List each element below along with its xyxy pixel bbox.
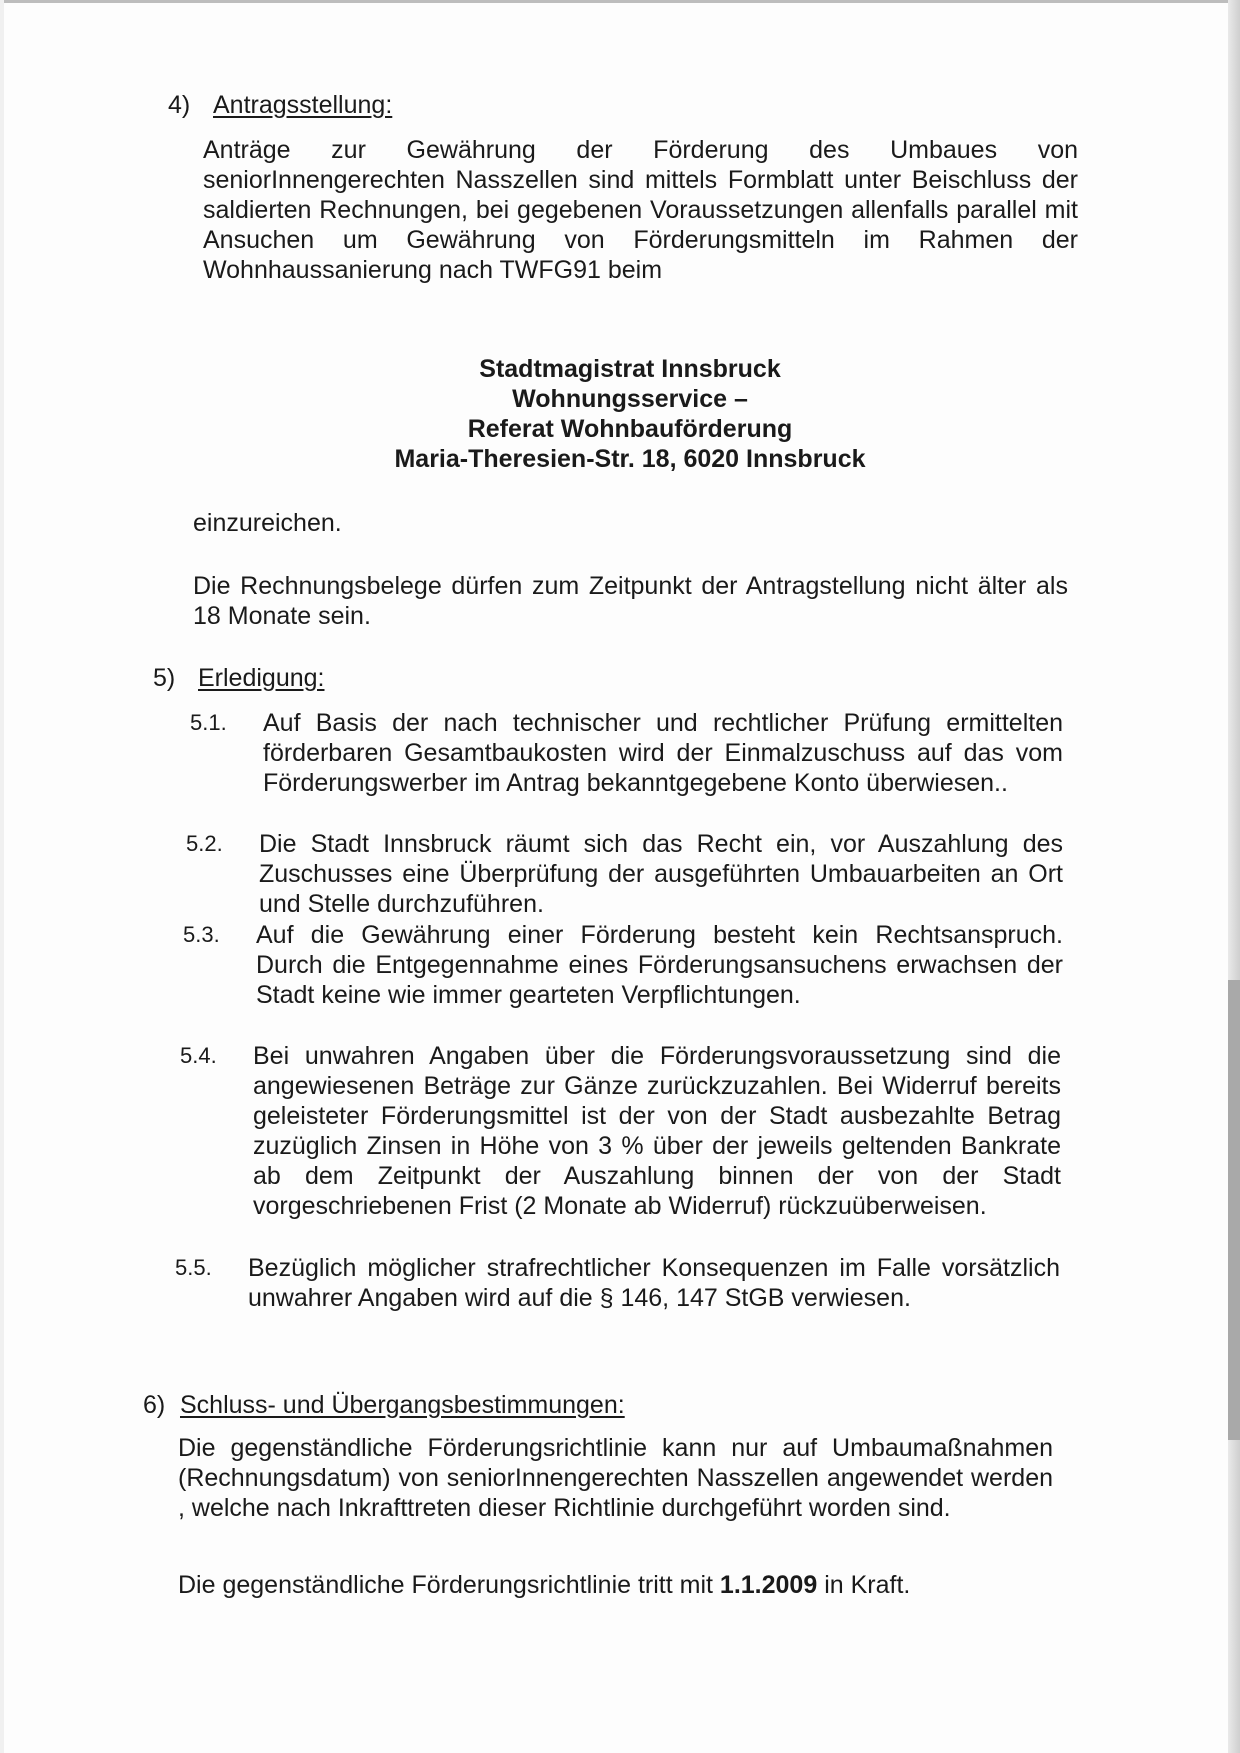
address-line-3: Referat Wohnbauförderung [467, 415, 793, 443]
item-5-2-text: Die Stadt Innsbruck räumt sich das Recht ein, vor Auszahlung des Zuschusses eine Überprüfung der ausgeführten Umbauarbeiten an Ort und Stelle durchzuführen. [259, 830, 1063, 918]
scan-edge-top [0, 0, 1240, 3]
effective-date: 1.1.2009 [719, 1571, 818, 1599]
scan-edge-left [0, 0, 4, 1753]
address-line-2: Wohnungsservice – [512, 385, 748, 413]
section-4-paragraph: Anträge zur Gewährung der Förderung des Umbaues von seniorInnengerechten Nasszellen sind mittels Formblatt unter Beischluss der saldierten Rechnungen, bei gegebenen Voraussetzungen allenfalls parallel mit Ansuchen um Gewährung von Förderungsmitteln im Rahmen der Wohnhaussanierung nach TWFG91 beim [203, 136, 1078, 284]
scan-edge-right [1228, 0, 1240, 1753]
section-6-final-sentence [178, 1570, 1078, 1600]
item-5-5-number: 5.5. [175, 1255, 212, 1280]
section-4-number: 4) [168, 91, 191, 119]
item-5-4-number: 5.4. [180, 1043, 217, 1068]
item-5-3-number: 5.3. [183, 922, 220, 947]
item-5-1-text: Auf Basis der nach technischer und rechtlicher Prüfung ermittelten förderbaren Gesamtbaukosten wird der Einmalzuschuss auf das vom Förderungswerber im Antrag bekanntgegebene Konto überwiesen.. [263, 709, 1063, 797]
address-block [330, 354, 930, 474]
final-sentence-suffix: in Kraft. [817, 1571, 911, 1599]
item-5-4-text: Bei unwahren Angaben über die Förderungsvoraussetzung sind die angewiesenen Beträge zur Gänze zurückzuzahlen. Bei Widerruf bereits geleisteter Förderungsmittel ist der von der Stadt ausbezahlte Betrag zuzüglich Zinsen in Höhe von 3 % über der jeweils geltenden Bankrate ab dem Zeitpunkt der Auszahlung binnen der von der Stadt vorgeschriebenen Frist (2 Monate ab Widerruf) rückzuüberweisen. [253, 1042, 1061, 1220]
final-sentence-prefix: Die gegenständliche Förderungsrichtlinie tritt mit [178, 1571, 720, 1599]
section-4-after-address: einzureichen. [193, 509, 342, 537]
item-5-5-text: Bezüglich möglicher strafrechtlicher Konsequenzen im Falle vorsätzlich unwahrer Angaben wird auf die § 146, 147 StGB verwiesen. [248, 1254, 1060, 1312]
item-5-2-number: 5.2. [186, 831, 223, 856]
item-5-3-text: Auf die Gewährung einer Förderung besteht kein Rechtsanspruch. Durch die Entgegennahme eines Förderungsansuchens erwachsen der Stadt keine wie immer gearteten Verpflichtungen. [256, 921, 1063, 1009]
section-6-heading: Schluss- und Übergangsbestimmungen: [180, 1391, 625, 1419]
section-6-number: 6) [143, 1391, 166, 1419]
section-5-number: 5) [153, 664, 176, 692]
scan-edge-shadow [1228, 980, 1240, 1440]
address-line-4: Maria-Theresien-Str. 18, 6020 Innsbruck [394, 445, 866, 473]
section-6-paragraph: Die gegenständliche Förderungsrichtlinie kann nur auf Umbaumaßnahmen (Rechnungsdatum) von seniorInnengerechten Nasszellen angewendet werden , welche nach Inkrafttreten dieser Richtlinie durchgeführt worden sind. [178, 1434, 1053, 1522]
section-5-heading: Erledigung: [198, 664, 325, 692]
section-4-note: Die Rechnungsbelege dürfen zum Zeitpunkt der Antragstellung nicht älter als 18 Monate sein. [193, 572, 1068, 630]
address-line-1: Stadtmagistrat Innsbruck [479, 355, 781, 383]
section-4-heading: Antragsstellung: [213, 91, 393, 119]
item-5-1-number: 5.1. [190, 710, 227, 735]
